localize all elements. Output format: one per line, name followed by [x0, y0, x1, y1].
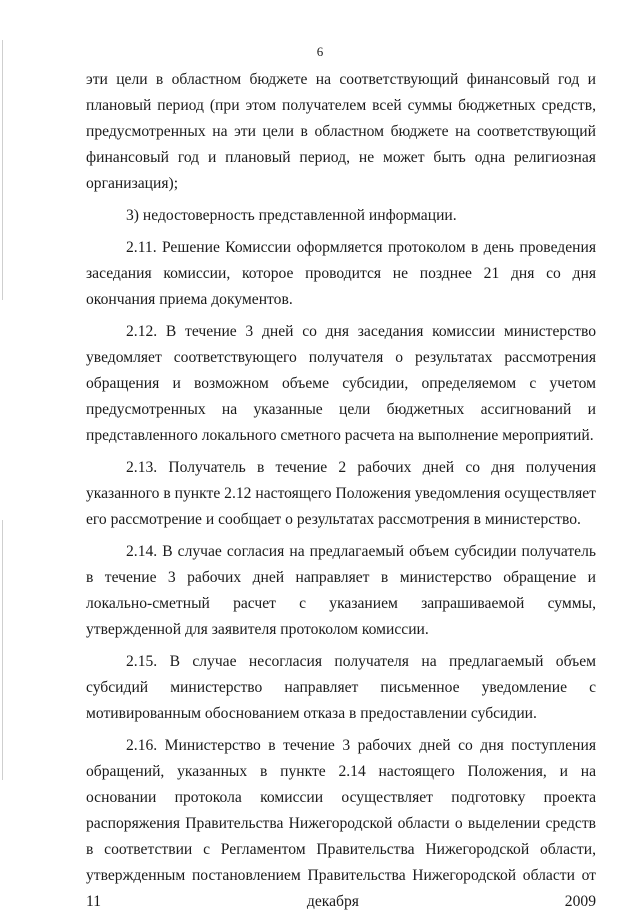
paragraph-2-14: 2.14. В случае согласия на предлагаемый объем субсидии получатель в течение 3 рабочих дней направляет в министерство обращение и локально-сметный расчет с указанием запрашиваемой суммы, утвержденной для заявителя протоколом комиссии. [86, 543, 596, 638]
paragraph-2-13: 2.13. Получатель в течение 2 рабочих дней со дня получения указанного в пункте 2.12 настоящего Положения уведомления осуществляет его рассмотрение и сообщает о результатах рассмотрения в министерство. [86, 459, 596, 528]
paragraph-2-16: 2.16. Министерство в течение 3 рабочих дней со дня поступления обращений, указанных в пункте 2.14 настоящего Положения, и на основании протокола комиссии осуществляет подготовку проекта распоряжения Правительства Нижегородской области о выделении средств в соответствии с Регламентом Правительства Нижегородской области, утвержденным постановлением Правительства Нижегородской области от 11 декабря 2009 [86, 737, 596, 910]
document-body [86, 67, 596, 915]
paragraph-2-11: 2.11. Решение Комиссии оформляется протоколом в день проведения заседания комиссии, которое проводится не позднее 21 дня со дня окончания приема документов. [86, 239, 596, 308]
paragraph-item-3: 3) недостоверность представленной информации. [126, 207, 457, 224]
paragraph-2-12: 2.12. В течение 3 дней со дня заседания комиссии министерство уведомляет соответствующего получателя о результатах рассмотрения обращения и возможном объеме субсидии, определяемом с учетом предусмотренных на указанные цели бюджетных ассигнований и представленного локального сметного расчета на выполнение мероприятий. [86, 323, 596, 444]
scan-edge-mark [2, 40, 3, 300]
scan-edge-mark [2, 520, 3, 780]
page-number: 6 [316, 44, 324, 59]
paragraph-continuation: эти цели в областном бюджете на соответствующий финансовый год и плановый период (при этом получателем всей суммы бюджетных средств, предусмотренных на эти цели в областном бюджете на соответствующий финансовый год и плановый период, не может быть одна религиозная организация); [86, 71, 596, 192]
paragraph-2-15: 2.15. В случае несогласия получателя на предлагаемый объем субсидий министерство направляет письменное уведомление с мотивированным обоснованием отказа в предоставлении субсидии. [86, 653, 596, 722]
